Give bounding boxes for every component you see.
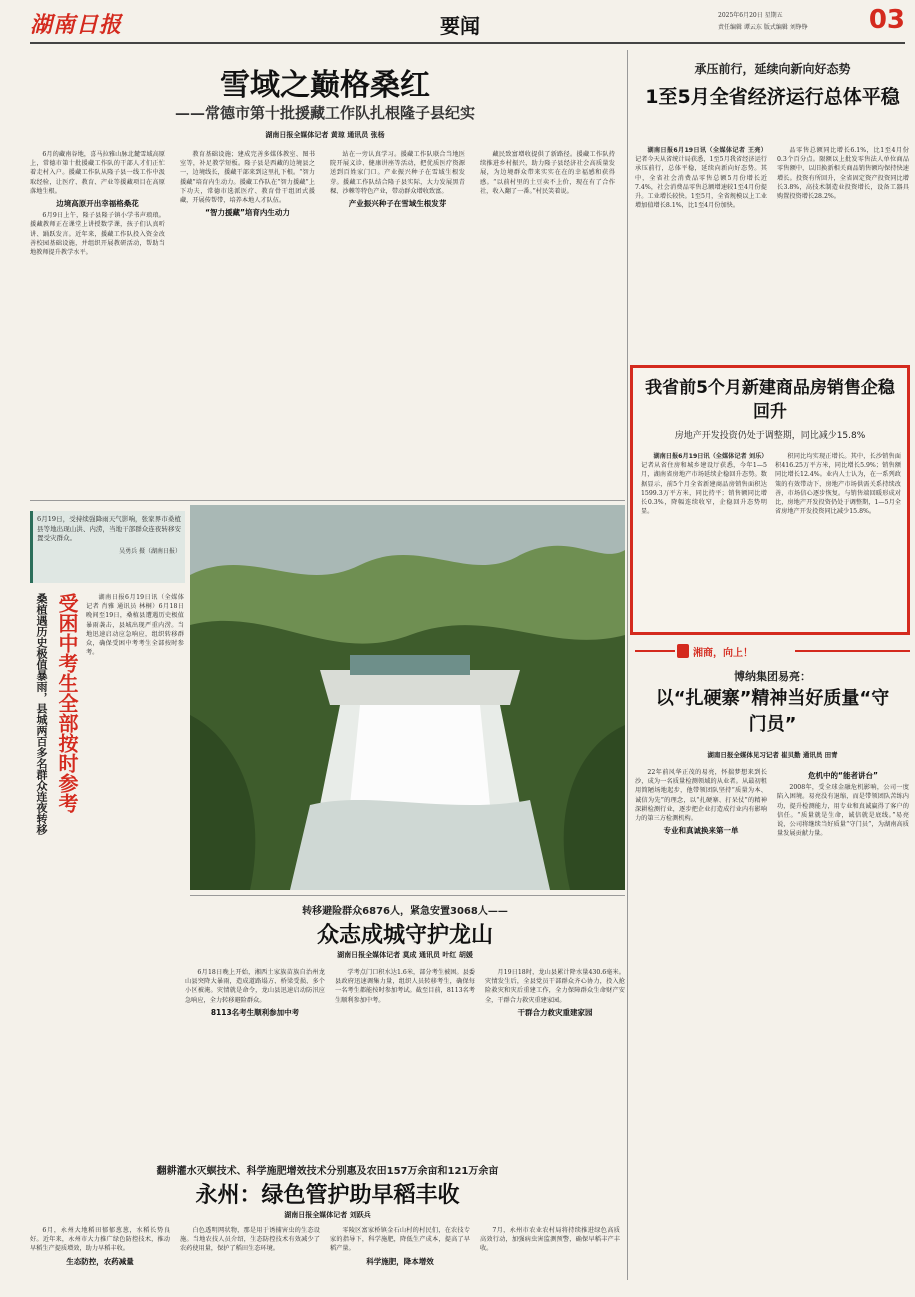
photo-credit: 吴勇兵 摄（湖南日报） — [119, 547, 181, 555]
bojiu-story — [635, 662, 910, 1287]
longshan-col3-text: 月19日18时，龙山县累计降水量430.6毫米。灾情发生后，全县党员干部群众齐心协力，投入抢险救灾和灾后重建工作，全力保障群众生命财产安全，干群合力救灾重建家园。 — [485, 969, 625, 1004]
lead-col3-para: 站在一旁认真学习。援藏工作队联合当地医院开展义诊、健康讲座等活动，把优质医疗资源送到百姓家门口。产业振兴种子在雪域生根发芽。援藏工作队结合隆子县实际，大力发展黑青稞、沙棘等特色产业，带动群众增收致富。 — [330, 151, 465, 195]
yongzhou-col4-text: 7月，永州市农业农村局将持续推进绿色高质高效行动，加强病虫害监测预警，确保早稻丰产丰收。 — [480, 1227, 620, 1253]
bojiu-title: 以“扎硬寨”精神当好质量“守门员” — [655, 688, 890, 735]
masthead-rule — [30, 42, 905, 44]
yongzhou-subhead-2: 科学施肥，降本增效 — [366, 1256, 434, 1266]
longshan-subhead-2: 干群合力救灾重建家园 — [517, 1007, 593, 1017]
longshan-col1-text: 6月18日晚上开始，湘西土家族苗族自治州龙山县突降大暴雨，造成道路塌方、桥梁受损、多个小区被淹。灾情就是命令，龙山县迅速启动防汛应急响应，全力转移避险群众。 — [185, 969, 325, 1004]
economy-byline: 湖南日报6月19日讯（全媒体记者 王亮） — [647, 147, 767, 154]
housing-column-2 — [775, 452, 901, 627]
yongzhou-title: 永州：绿色管护助早稻丰收 — [195, 1183, 460, 1206]
hunan-up-banner — [635, 642, 910, 660]
sangzhi-story — [30, 505, 625, 895]
longshan-kicker: 转移避险群众6876人，紧急安置3068人—— — [302, 906, 508, 916]
lead-col1-para: 6月的藏南谷地，喜马拉雅山脉北麓雪域高原上，常德市第十批援藏工作队的干部人才们正忙着走村入户。援藏工作队从隆子县一线工作中汲取经验，让医疗、教育、产业等援藏项目在高原落地生根。 — [30, 151, 165, 195]
sangzhi-side-body — [86, 593, 184, 885]
longshan-subhead-1: 8113名考生顺利参加中考 — [210, 1007, 300, 1017]
dam-waterfall-photo — [190, 505, 625, 890]
bojiu-column-2 — [777, 768, 909, 1278]
lead-subhead-1: 边境高原开出幸福格桑花 — [56, 199, 139, 209]
housing-byline: 湖南日报6月19日讯（全媒体记者 刘乐） — [653, 453, 767, 460]
page-number: 03 — [868, 5, 905, 35]
newspaper-logo: 湖南日报 — [30, 12, 123, 38]
lead-column-1 — [30, 150, 165, 490]
bojiu-subhead-2: 专业和真诚换来第一单 — [663, 826, 739, 836]
bojiu-col1-text: 22年前风华正茂的易亮，怀揣梦想来到长沙，成为一名质量检测领域的从业者。从最初租用简陋场地起步，他带领团队坚持“质量为本、诚信为先”的理念，以“扎硬寨、打呆仗”的精神深耕检测行业，逐步把企业打造成行业内有影响力的第三方检测机构。 — [635, 769, 767, 823]
lead-story — [30, 50, 620, 495]
lead-column-3 — [330, 150, 465, 490]
lead-col2-para: 教育基础设施；建成完善多媒体教室、图书室等，补足教学短板。隆子县是西藏的边境县之一，边境线长，援藏干部来到这里扎下根。“智力援藏”培育内生动力。援藏工作队在“智力援藏”上下功夫，常德市选派医疗、教育骨干组团式援藏，开展传帮带，培养本地人才队伍。 — [180, 151, 315, 205]
masthead — [0, 0, 915, 44]
longshan-title: 众志成城守护龙山 — [316, 923, 493, 946]
lead-byline: 湖南日报全媒体记者 黄琼 通讯员 张杨 — [265, 131, 385, 139]
yongzhou-column-1 — [30, 1226, 170, 1296]
yongzhou-column-3 — [330, 1226, 470, 1296]
photo-caption-box — [30, 511, 185, 583]
lead-col1-para-2: 6月9日上午，隆子县隆子镇小学书声琅琅。援藏教师正在课堂上讲授数学课，孩子们认真听讲、踊跃发言。近年来，援藏工作队投入资金改善校园基础设施，并组织开展教研活动，帮助当地教师提升教学水平。 — [30, 212, 165, 257]
lead-col4-para: 藏民致富增收提供了新路径。援藏工作队持续推进乡村振兴，助力隆子县经济社会高质量发展，为边境群众带来实实在在的幸福感和获得感。“以前村里的土豆卖不上价，现在有了合作社，收入翻了一番。”村民笑着说。 — [480, 151, 615, 195]
photo-caption: 6月19日，受持续强降雨天气影响，张家界市桑植县等地出现山洪、内涝，当地干部群众连夜转移安置受灾群众。 — [37, 515, 181, 542]
banner-label: 湘商，向上！ — [693, 648, 753, 658]
lead-title: 雪域之巅格桑红 — [220, 68, 430, 100]
dam-photo-graphic — [190, 505, 625, 890]
yongzhou-byline: 湖南日报全媒体记者 刘跃兵 — [284, 1211, 371, 1219]
lead-subtitle: ——常德市第十批援藏工作队扎根隆子县纪实 — [174, 104, 475, 122]
sangzhi-vertical-kicker: 桑植遇历史极值暴雨，县城两百多名群众连夜转移 — [35, 593, 48, 835]
yongzhou-kicker: 翻耕灌水灭螟技术、科学施肥增效技术分别惠及农田157万余亩和121万余亩 — [156, 1166, 499, 1176]
yongzhou-story — [30, 1160, 625, 1297]
housing-title: 我省前5个月新建商品房销售企稳回升 — [645, 378, 895, 422]
lead-column-2 — [180, 150, 315, 490]
banner-icon — [677, 644, 689, 658]
yongzhou-column-2 — [180, 1226, 320, 1296]
sangzhi-side — [30, 589, 185, 889]
section-title: 要闻 — [440, 14, 480, 38]
yongzhou-col3-text: 零陵区富家桥镇金石山村的村民们，在农技专家的指导下，科学施肥，降低生产成本，提高了早稻产量。 — [330, 1227, 470, 1253]
economy-col2-text: 品零售总额同比增长6.1%，比1至4月份0.3个百分点。限额以上批发零售法人单位商品零售额中，以旧换新相关商品销售额均保持快速增长。投资有所回升，全省固定资产投资同比增长3.8%，高技术制造业投资增长，设备工器具购置投资增长28.2%。 — [777, 147, 909, 201]
yongzhou-col1-text: 6月，永州大地稻田郁郁葱葱，水稻长势良好。近年来，永州市大力推广绿色防控技术，推动早稻生产提质增效，助力早稻丰收。 — [30, 1227, 170, 1253]
sangzhi-side-text: 湖南日报6月19日讯（全媒体记者 肖雅 通讯员 林桐）6月18日晚间至19日，桑植县遭遇历史极值暴雨袭击，县城出现严重内涝。当地迅速启动应急响应，组织转移群众，确保受困中考考生全部按时参考。 — [86, 594, 184, 657]
housing-story — [630, 365, 910, 635]
bojiu-byline: 湖南日报全媒体见习记者 崔贝勤 通讯员 田青 — [707, 751, 838, 759]
housing-col2-text: 积同比均实现正增长。其中，长沙销售面积416.25万平方米，同比增长5.9%；销售额同比增长12.4%。业内人士认为，在一系列政策的有效带动下，房地产市场供需关系持续改善，市场信心逐步恢复。与销售端回暖形成对比，房地产开发投资仍处于调整期，1—5月全省房地产开发投资同比减少15.8%。 — [775, 453, 901, 516]
economy-column-1 — [635, 146, 767, 376]
issue-date: 2025年6月20日 星期五 — [718, 12, 783, 19]
bojiu-kicker: 博纳集团易亮： — [734, 670, 811, 683]
economy-story — [635, 50, 910, 380]
housing-subtitle: 房地产开发投资仍处于调整期，同比减少15.8% — [674, 431, 866, 441]
housing-col1-text: 记者从省住房和城乡建设厅获悉，今年1—5月，湖南省房地产市场延续企稳回升态势。数据显示，前5个月全省新建商品房销售面积达1599.3万平方米，同比持平；销售额同比增长0.3%，降幅连续收窄，企稳回升态势明显。 — [641, 462, 767, 516]
economy-col1-text: 记者今天从省统计局获悉，1至5月我省经济运行承压前行，总体平稳，延续向新向好态势。其中，全省社会消费品零售总额5月份增长近7.4%，社会消费品零售总额增速较1至4月份提升。工业增长较快。1至5月，全省规模以上工业增加值增长8.1%，比1至4月份加快。 — [635, 156, 767, 210]
longshan-byline: 湖南日报全媒体记者 莫成 通讯员 叶红 胡媛 — [337, 951, 473, 959]
banner-rule — [635, 650, 675, 652]
lead-column-4 — [480, 150, 615, 490]
bojiu-column-1 — [635, 768, 767, 1278]
economy-column-2 — [777, 146, 909, 376]
yongzhou-subhead-1: 生态防控，农药减量 — [66, 1256, 134, 1266]
lead-subhead-2: “智力援藏”培育内生动力 — [205, 208, 290, 218]
economy-title: 1至5月全省经济运行总体平稳 — [645, 86, 900, 108]
economy-kicker: 承压前行，延续向新向好态势 — [694, 62, 851, 76]
yongzhou-col2-text: 白色透明网状物，那是用于诱捕害虫的生态设施。当地农技人员介绍，生态防控技术有效减少了农药使用量，保护了稻田生态环境。 — [180, 1227, 320, 1253]
editors: 责任编辑 谭云东 版式编辑 刘铮铮 — [718, 24, 808, 31]
longshan-col2-text: 学考点门口积水达1.6米，部分考生被困。县委县政府迅速调集力量，组织人员转移考生，确保每一名考生都能按时参加考试。截至目前，8113名考生顺利参加中考。 — [335, 969, 475, 1004]
sangzhi-vertical-title: 受困中考生全部按时参考 — [55, 593, 79, 813]
lead-subhead-3: 产业振兴种子在雪域生根发芽 — [348, 199, 447, 209]
banner-rule-right — [795, 650, 910, 652]
bojiu-subhead-1: 危机中的“能者讲台” — [808, 771, 878, 780]
bojiu-col2-text: 2008年，受全球金融危机影响，公司一度陷入困境。易亮没有退缩，而是带领团队苦练内功，提升检测能力，用专业和真诚赢得了客户的信任。“质量就是生命，诚信就是底线。”易亮说，公司将继续当好质量“守门员”，为湖南高质量发展贡献力量。 — [777, 784, 909, 838]
yongzhou-column-4 — [480, 1226, 620, 1296]
housing-column-1 — [641, 452, 767, 627]
